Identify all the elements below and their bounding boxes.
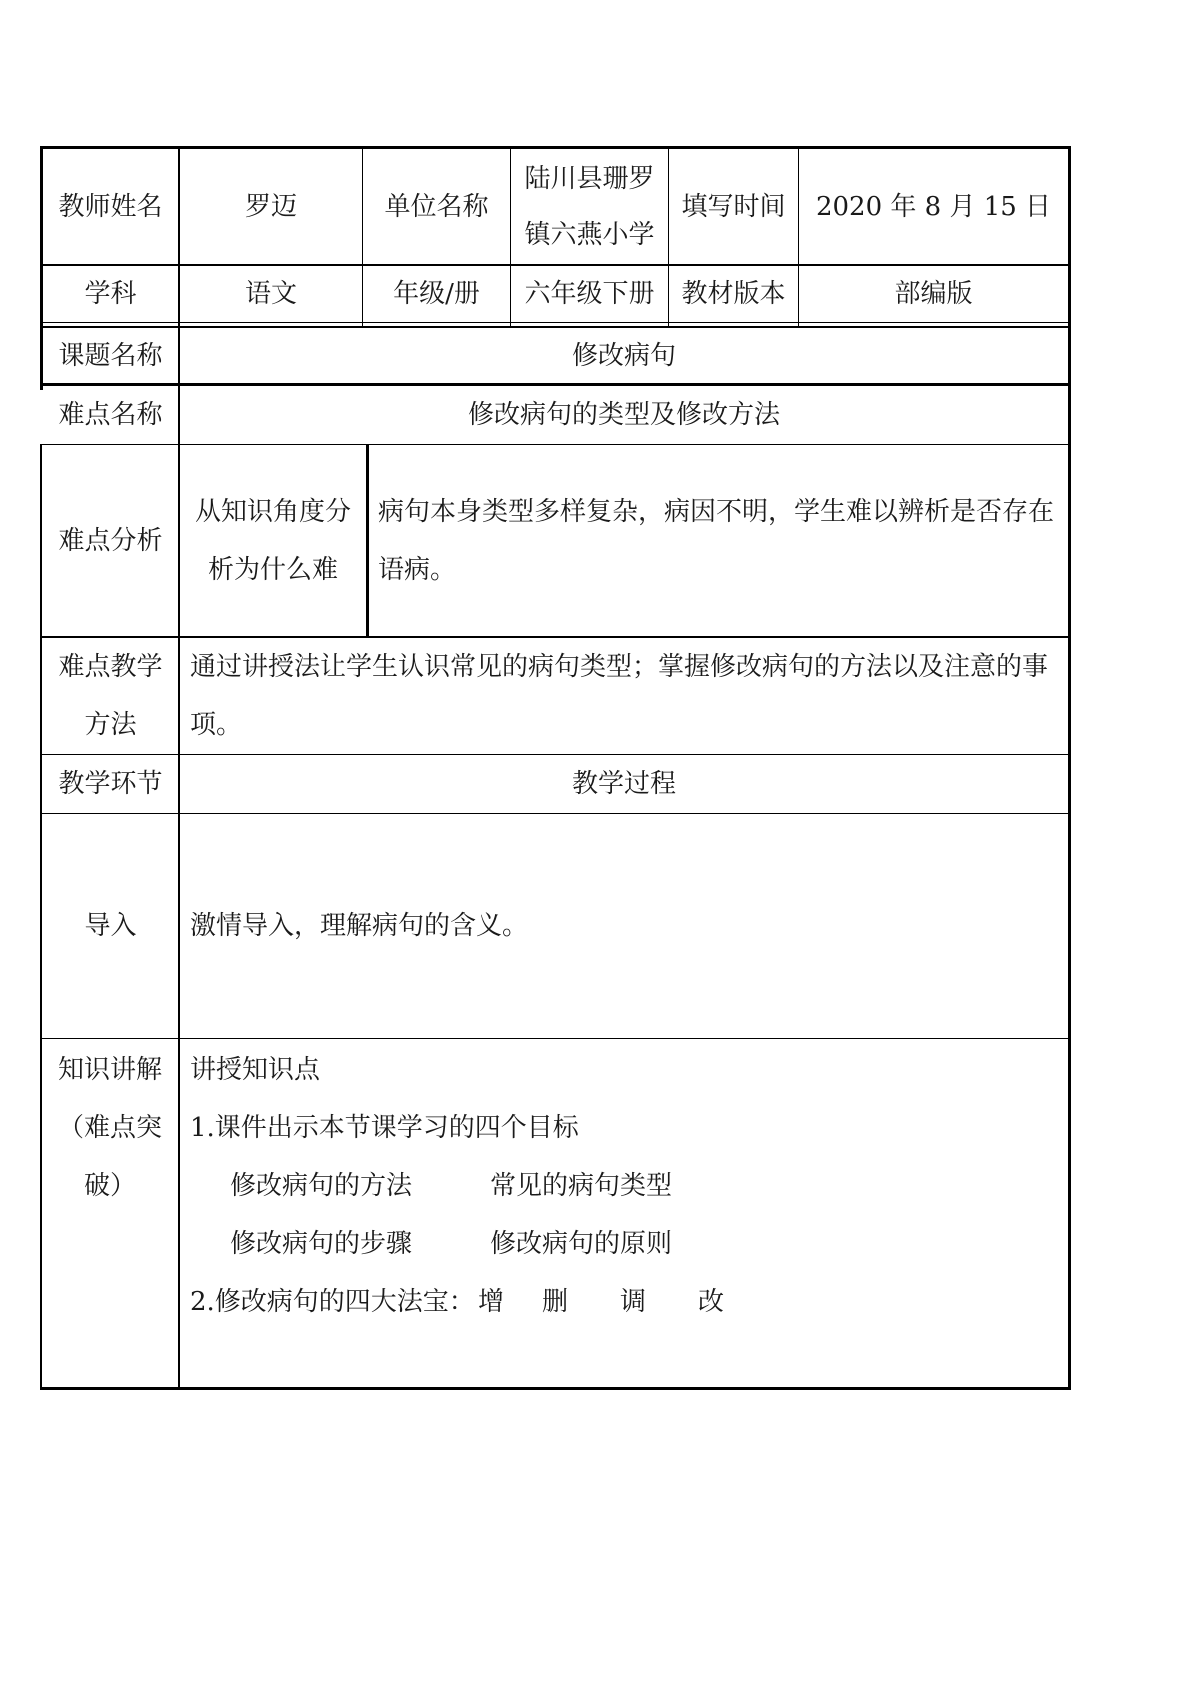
knowledge-item-1: 1.课件出示本节课学习的四个目标 — [190, 1113, 579, 1143]
tool-item: 改 — [698, 1287, 725, 1317]
knowledge-label-line3: 破） — [84, 1171, 137, 1201]
analysis-column-divider — [366, 444, 369, 638]
analysis-label: 难点分析 — [58, 525, 163, 556]
method-label-line2: 方法 — [84, 710, 137, 740]
goal-item: 修改病句的步骤 — [230, 1229, 413, 1259]
edition-value: 部编版 — [894, 279, 973, 309]
row-divider — [40, 813, 1071, 814]
method-label-line1: 难点教学 — [58, 652, 163, 682]
grade-value: 六年级下册 — [524, 279, 655, 309]
process-header: 教学过程 — [571, 769, 676, 799]
goal-item: 修改病句的原则 — [490, 1229, 673, 1259]
date-label: 填写时间 — [681, 191, 786, 222]
method-text-line1: 通过讲授法让学生认识常见的病句类型；掌握修改病句的方法以及注意的事 — [190, 652, 1049, 682]
grade-label: 年级/册 — [393, 279, 480, 309]
knowledge-title: 讲授知识点 — [190, 1055, 321, 1085]
unit-label: 单位名称 — [384, 191, 489, 222]
process-stage-label: 教学环节 — [58, 769, 163, 799]
table-border-left — [40, 444, 42, 1390]
tool-item: 调 — [620, 1287, 647, 1317]
teacher-label: 教师姓名 — [58, 191, 163, 222]
difficulty-label: 难点名称 — [58, 400, 163, 430]
teacher-name: 罗迈 — [244, 191, 297, 222]
unit-name — [511, 149, 668, 264]
tool-item: 增 — [478, 1287, 505, 1317]
tool-item: 删 — [542, 1287, 569, 1317]
analysis-sub-label-line2: 析为什么难 — [207, 554, 338, 585]
subject-value: 语文 — [244, 279, 297, 309]
date-value: 2020 年 8 月 15 日 — [815, 191, 1052, 222]
intro-label: 导入 — [84, 911, 137, 941]
knowledge-label-line1: 知识讲解 — [58, 1055, 163, 1085]
method-label — [43, 638, 178, 754]
analysis-text-line2: 语病。 — [378, 555, 457, 585]
unit-name-line1: 陆川县珊罗 — [524, 163, 655, 194]
row-divider — [40, 1038, 1071, 1039]
goal-item: 修改病句的方法 — [230, 1171, 413, 1201]
analysis-sub-label — [180, 445, 366, 636]
difficulty-value: 修改病句的类型及修改方法 — [467, 400, 780, 430]
goal-item: 常见的病句类型 — [490, 1171, 673, 1201]
intro-text: 激情导入，理解病句的含义。 — [190, 911, 529, 941]
knowledge-label-line2: （难点突 — [58, 1113, 163, 1143]
topic-value: 修改病句 — [571, 340, 676, 371]
method-text-line2: 项。 — [190, 710, 243, 740]
unit-name-line2: 镇六燕小学 — [524, 219, 655, 250]
analysis-text-line1: 病句本身类型多样复杂，病因不明，学生难以辨析是否存在 — [378, 497, 1055, 527]
topic-label: 课题名称 — [58, 340, 163, 371]
table-border-right — [1068, 146, 1071, 1390]
subject-label: 学科 — [84, 279, 137, 309]
table-border-bottom — [40, 1387, 1071, 1390]
analysis-sub-label-line1: 从知识角度分 — [194, 496, 351, 527]
edition-label: 教材版本 — [681, 279, 786, 309]
knowledge-item-2: 2.修改病句的四大法宝： — [190, 1287, 475, 1317]
